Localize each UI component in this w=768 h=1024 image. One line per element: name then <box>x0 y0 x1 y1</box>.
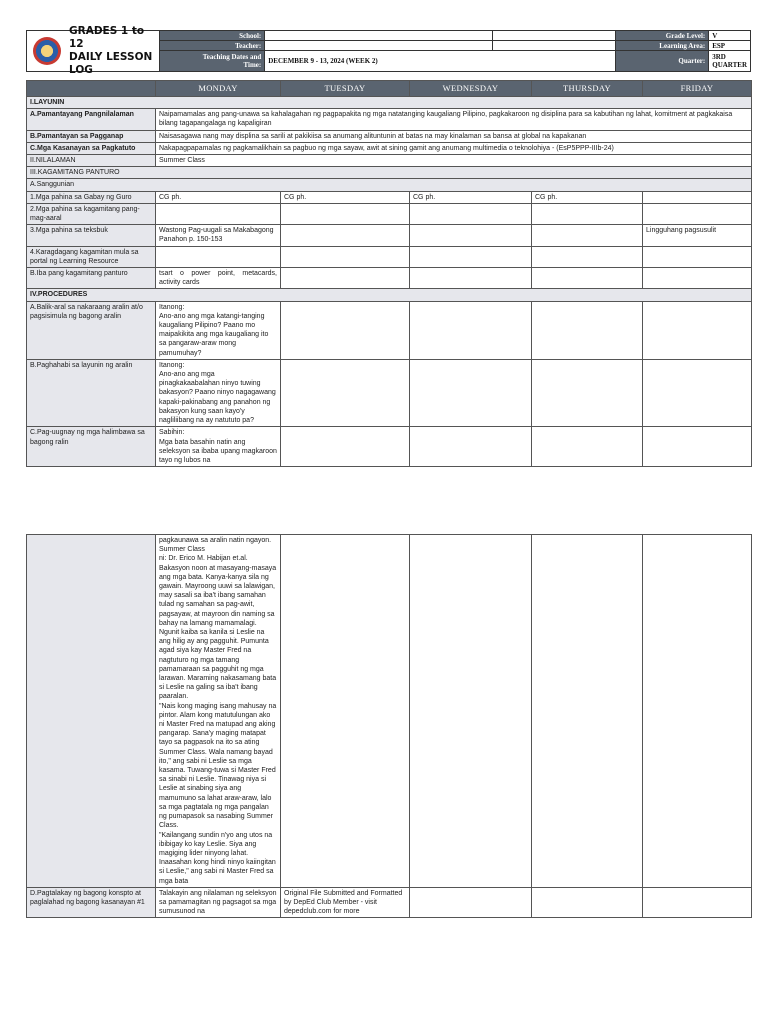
objective-label: B.Pamantayan sa Pagganap <box>27 130 156 142</box>
quarter-value: 3RD QUARTER <box>712 53 748 69</box>
dates-label-line-2: Time: <box>243 61 262 69</box>
procedure-row <box>27 535 752 888</box>
resource-row <box>27 246 752 267</box>
title-line-2: DAILY LESSON LOG <box>69 51 153 76</box>
resource-label: 2.Mga pahina sa kagamitang pang-mag-aaral <box>27 203 156 224</box>
section-row <box>27 97 752 109</box>
resource-row <box>27 191 752 203</box>
day-friday: FRIDAY <box>643 81 752 97</box>
resource-cell <box>532 268 643 289</box>
procedure-cell <box>643 359 752 426</box>
section-kagamitan: III.KAGAMITANG PANTURO <box>27 167 752 179</box>
resource-cell <box>410 246 532 267</box>
section-row <box>27 167 752 179</box>
area-value: ESP <box>709 41 750 51</box>
resource-cell <box>643 203 752 224</box>
resource-cell <box>410 268 532 289</box>
lesson-log-table-continued <box>26 534 752 918</box>
resource-cell: Lingguhang pagsusulit <box>643 225 752 246</box>
procedure-text: pagkaunawa sa aralin natin ngayon. Summer Class ni: Dr. Erico M. Habijan et.al. Bakasyon noon at masayang-masaya ang mga bata. Kanya-kanya sila ng gawain. Mayroong uuwi sa lalawigan, may sasali sa iba't ibang samahan tulad ng samahan sa pag-awit, pagsayaw, at mayroon din naming sa bahay na lamang mamamalagi. Ngunit kaiba sa kanila si Leslie na ang hilig ay ang pagguhit. Pumunta agad siya kay Master Fred na nagtuturo ng mga tamang pamamaraan sa pagguhit ng mga larawan. Maraming nakasamang bata si Leslie na galing sa iba't ibang paaralan. "Nais kong maging isang mahusay na pintor. Alam kong matutulungan ako ni Master Fred na matupad ang aking pangarap. Sana'y maging matapat tayo sa pagpasok na ito sa ating Summer Class. Wala namang bayad ito," ang sabi ni Leslie sa mga kasama. Tuwang-tuwa si Master Fred sa sinabi ni Leslie. Tinawag niya si Leslie at sinabing siya ang mamumuno sa lahat araw-araw, lalo sa mga pagtatala ng mga pangalan ng pumapasok sa nasabing Summer Class. "Kailangang sundin n'yo ang utos na ibibigay ko kay Leslie. Siya ang magiging lider ninyong lahat. Inaasahan kong hindi ninyo kaiingitan si Leslie," ang sabi ni Master Fred sa mga bata <box>156 535 281 888</box>
nilalaman-value: Summer Class <box>156 155 752 167</box>
resource-cell <box>643 268 752 289</box>
objective-row <box>27 142 752 154</box>
lesson-log-header <box>26 25 751 76</box>
resource-cell: CG ph. <box>156 191 281 203</box>
dates-label-line-1: Teaching Dates and <box>202 53 262 61</box>
resource-label: 3.Mga pahina sa teksbuk <box>27 225 156 246</box>
resource-cell: CG ph. <box>532 191 643 203</box>
resource-cell: CG ph. <box>410 191 532 203</box>
procedure-cell <box>643 301 752 359</box>
procedure-cell <box>410 887 532 918</box>
procedure-cell <box>281 301 410 359</box>
objective-text: Naisasagawa nang may displina sa sarili at pakikiisa sa anumang alituntunin at batas na may kinalaman sa bansa at global na kapakanan <box>156 130 752 142</box>
deped-seal-icon <box>33 37 61 65</box>
section-row <box>27 179 752 191</box>
procedure-cell <box>532 887 643 918</box>
resource-cell <box>281 246 410 267</box>
objective-text: Nakapagpapamalas ng pagkamalikhain sa pagbuo ng mga sayaw, awit at sining gamit ang anumang multimedia o teknolohiya - (EsP5PPP-IIIb-24) <box>156 142 752 154</box>
objective-label: A.Pamantayang Pangnilalaman <box>27 109 156 130</box>
resource-label: 4.Karagdagang kagamitan mula sa portal ng Learning Resource <box>27 246 156 267</box>
procedure-cell <box>532 535 643 888</box>
procedure-text: Sabihin: Mga bata basahin natin ang seleksyon sa ibaba upang magkaroon tayo ng lubos na <box>156 427 281 467</box>
objective-label: C.Mga Kasanayan sa Pagkatuto <box>27 142 156 154</box>
resource-cell <box>532 246 643 267</box>
resource-cell <box>410 203 532 224</box>
quarter-label: Quarter: <box>616 51 709 71</box>
title-line-1: GRADES 1 to 12 <box>69 25 145 50</box>
resource-cell <box>156 203 281 224</box>
procedure-cell <box>281 535 410 888</box>
resource-label: B.Iba pang kagamitang panturo <box>27 268 156 289</box>
source-note: Original File Submitted and Formatted by DepEd Club Member - visit depedclub.com for more <box>281 887 410 918</box>
day-header-row <box>27 81 752 97</box>
resource-row <box>27 268 752 289</box>
procedure-cell <box>643 535 752 888</box>
header-info-grid <box>160 31 750 71</box>
lesson-log-table <box>26 80 752 467</box>
section-nilalaman: II.NILALAMAN <box>27 155 156 167</box>
day-wednesday: WEDNESDAY <box>410 81 532 97</box>
teacher-value <box>265 41 493 51</box>
resource-cell: tsart o power point, metacards, activity cards <box>156 268 281 289</box>
day-monday: MONDAY <box>156 81 281 97</box>
resource-cell <box>643 246 752 267</box>
objective-text: Naipamamalas ang pang-unawa sa kahalagahan ng pagpapakita ng mga natatanging kaugaliang Pilipino, pagkakaroon ng disiplina para sa kabutihan ng lahat, komitment at pagkakaisa bilang tagapangalaga ng kapaligiran <box>156 109 752 130</box>
section-row <box>27 155 752 167</box>
procedure-cell <box>532 301 643 359</box>
grade-value: V <box>709 31 750 41</box>
procedure-row <box>27 359 752 426</box>
resource-cell <box>281 225 410 246</box>
document-title <box>69 25 159 77</box>
procedure-label: D.Pagtalakay ng bagong konspto at paglalahad ng bagong kasanayan #1 <box>27 887 156 918</box>
day-tuesday: TUESDAY <box>281 81 410 97</box>
grade-label: Grade Level: <box>616 31 709 41</box>
procedure-label: B.Paghahabi sa layunin ng aralin <box>27 359 156 426</box>
procedure-cell <box>410 359 532 426</box>
header-spacer <box>493 31 616 41</box>
procedure-cell <box>281 359 410 426</box>
resource-cell: Wastong Pag-uugali sa Makabagong Panahon p. 150-153 <box>156 225 281 246</box>
school-value <box>265 31 493 41</box>
day-thursday: THURSDAY <box>532 81 643 97</box>
procedure-text: Talakayin ang nilalaman ng seleksyon sa pamamagitan ng pagsagot sa mga sumusunod na <box>156 887 281 918</box>
procedure-label: A.Balik-aral sa nakaraang aralin at/o pagsisimula ng bagong aralin <box>27 301 156 359</box>
procedure-label <box>27 535 156 888</box>
section-row <box>27 289 752 301</box>
procedure-cell <box>643 887 752 918</box>
header-spacer <box>493 41 616 51</box>
resource-cell <box>281 268 410 289</box>
title-area <box>27 25 160 76</box>
procedure-text: Itanong: Ano-ano ang mga katangi-tanging kaugaliang Pilipino? Paano mo maipakikita ang mga kaugaliang ito sa pangaraw-araw mong pamumuhay? <box>156 301 281 359</box>
resource-cell <box>281 203 410 224</box>
school-label: School: <box>160 31 265 41</box>
corner-cell <box>27 81 156 97</box>
teacher-label: Teacher: <box>160 41 265 51</box>
objective-row <box>27 130 752 142</box>
resource-cell <box>643 191 752 203</box>
section-procedures: IV.PROCEDURES <box>27 289 752 301</box>
resource-cell: CG ph. <box>281 191 410 203</box>
dates-value: DECEMBER 9 - 13, 2024 (WEEK 2) <box>265 51 616 71</box>
procedure-label: C.Pag-uugnay ng mga halimbawa sa bagong ralin <box>27 427 156 467</box>
procedure-row <box>27 301 752 359</box>
resource-cell <box>532 203 643 224</box>
procedure-cell <box>410 427 532 467</box>
procedure-cell <box>532 359 643 426</box>
section-layunin: I.LAYUNIN <box>27 97 752 109</box>
section-sanggunian: A.Sanggunian <box>27 179 752 191</box>
procedure-text: Itanong: Ano-ano ang mga pinagkakaabalahan ninyo tuwing bakasyon? Paano ninyo nagagawang kapaki-pakinabang ang panahon ng bakasyon kung saan kayo'y nagliliibang na ay natututo pa? <box>156 359 281 426</box>
resource-cell <box>532 225 643 246</box>
procedure-row <box>27 427 752 467</box>
procedure-cell <box>643 427 752 467</box>
procedure-cell <box>410 535 532 888</box>
objective-row <box>27 109 752 130</box>
procedure-cell <box>410 301 532 359</box>
procedure-cell <box>281 427 410 467</box>
resource-label: 1.Mga pahina sa Gabay ng Guro <box>27 191 156 203</box>
area-label: Learning Area: <box>616 41 709 51</box>
resource-row <box>27 203 752 224</box>
procedure-cell <box>532 427 643 467</box>
resource-cell <box>156 246 281 267</box>
resource-cell <box>410 225 532 246</box>
procedure-row <box>27 887 752 918</box>
resource-row <box>27 225 752 246</box>
dates-label <box>160 51 265 71</box>
